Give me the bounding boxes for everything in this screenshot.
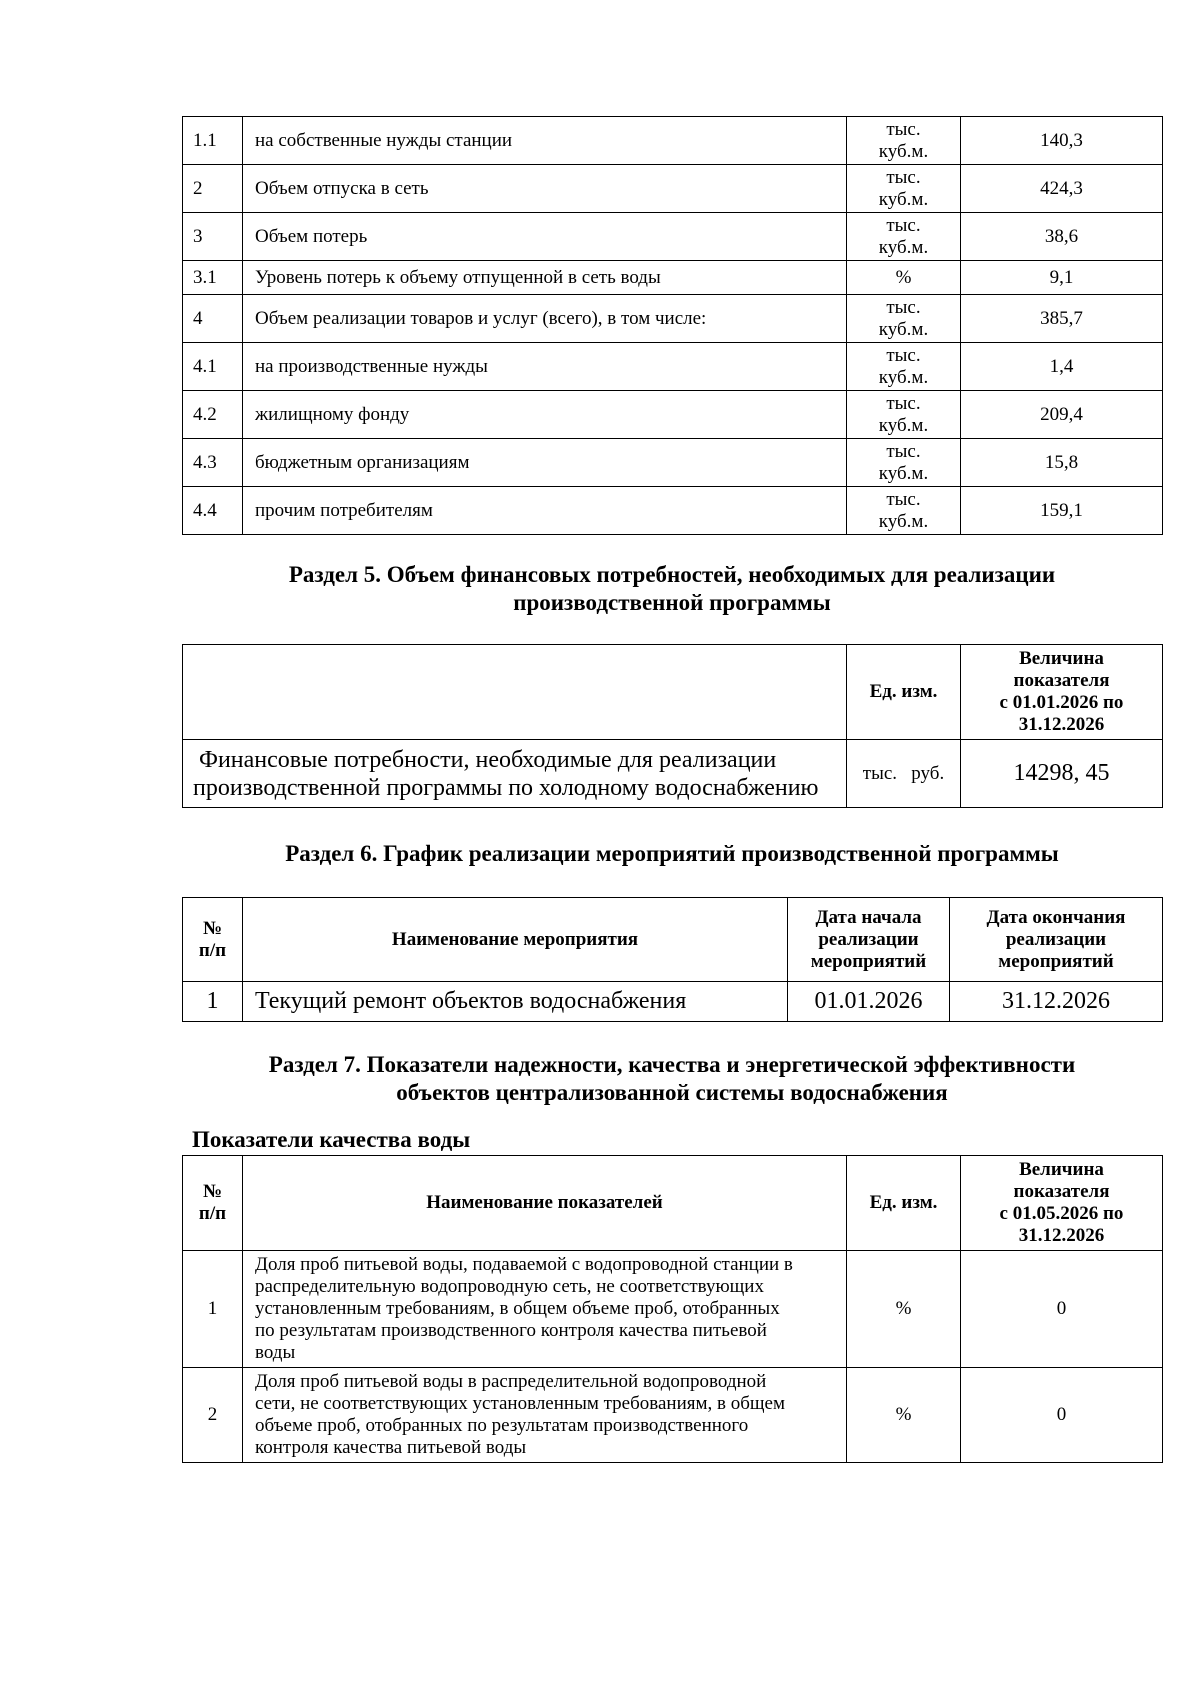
row-number: 4.2: [183, 391, 243, 439]
table-row: [183, 740, 1163, 808]
schedule-table-body: [183, 898, 1163, 1022]
row-number: 3: [183, 213, 243, 261]
header-name: Наименование мероприятия: [243, 898, 788, 982]
row-number: 1: [183, 982, 243, 1022]
finance-row-name-line2: производственной программы по холодному водоснабжению: [193, 774, 819, 801]
row-number: 2: [183, 1368, 243, 1463]
row-number: 4.3: [183, 439, 243, 487]
header-start-date: [788, 898, 950, 982]
unit-line-2: куб.м.: [878, 510, 929, 532]
row-unit: %: [847, 1368, 961, 1463]
table-row: [183, 165, 1163, 213]
section7-heading: [182, 1051, 1162, 1107]
header-value-line1: Величина: [1019, 648, 1104, 669]
finance-row-name-line1: Финансовые потребности, необходимые для реализации: [199, 746, 777, 773]
row-name-line: по результатам производственного контроля качества питьевой: [255, 1320, 767, 1341]
row-name: Объем реализации товаров и услуг (всего), в том числе:: [243, 295, 847, 343]
unit-line-2: куб.м.: [878, 366, 929, 388]
row-value: 9,1: [961, 261, 1163, 295]
row-name: на собственные нужды станции: [243, 117, 847, 165]
table-row: [183, 1368, 1163, 1463]
section5-heading-line1: Раздел 5. Объем финансовых потребностей, необходимых для реализации: [288, 562, 1056, 587]
unit-line-2: куб.м.: [878, 414, 929, 436]
unit-line-2: куб.м.: [878, 318, 929, 340]
row-name: Объем потерь: [243, 213, 847, 261]
quality-table-body: [183, 1156, 1163, 1463]
unit-line-2: куб.м.: [878, 188, 929, 210]
section5-heading-line2: производственной программы: [513, 590, 831, 615]
row-name: прочим потребителям: [243, 487, 847, 535]
row-name: на производственные нужды: [243, 343, 847, 391]
header-end-line2: реализации: [1005, 928, 1107, 950]
row-number: 1.1: [183, 117, 243, 165]
row-value: 424,3: [961, 165, 1163, 213]
row-unit: %: [847, 261, 961, 295]
header-end-date: [950, 898, 1163, 982]
row-value: 0: [961, 1251, 1163, 1368]
row-value: 15,8: [961, 439, 1163, 487]
header-value-line3: с 01.05.2026 по: [999, 1203, 1124, 1224]
finance-table: [182, 644, 1163, 808]
header-value-line2: показателя: [1013, 1181, 1110, 1202]
row-unit: [847, 439, 961, 487]
row-unit: %: [847, 1251, 961, 1368]
row-number: 1: [183, 1251, 243, 1368]
section7-heading-line2: объектов централизованной системы водоснабжения: [396, 1080, 948, 1105]
header-value-line3: с 01.01.2026 по: [999, 692, 1124, 713]
row-number: 4: [183, 295, 243, 343]
unit-line-1: тыс.: [886, 440, 921, 462]
table-header-row: [183, 898, 1163, 982]
header-number-line2: п/п: [198, 1203, 227, 1224]
row-number: 3.1: [183, 261, 243, 295]
row-name: [243, 1251, 847, 1368]
row-unit: [847, 117, 961, 165]
header-value: [961, 1156, 1163, 1251]
schedule-table: [182, 897, 1163, 1022]
row-name: Текущий ремонт объектов водоснабжения: [243, 982, 788, 1022]
row-number: 4.1: [183, 343, 243, 391]
row-name: бюджетным организациям: [243, 439, 847, 487]
table-header-row: [183, 1156, 1163, 1251]
row-value: 140,3: [961, 117, 1163, 165]
row-value: 38,6: [961, 213, 1163, 261]
header-number: [183, 898, 243, 982]
table-row: [183, 982, 1163, 1022]
row-number: 2: [183, 165, 243, 213]
table-row: [183, 295, 1163, 343]
table-row: [183, 439, 1163, 487]
row-end-date: 31.12.2026: [950, 982, 1163, 1022]
header-value-line4: 31.12.2026: [1018, 714, 1105, 735]
unit-line-2: куб.м.: [878, 140, 929, 162]
unit-line-1: тыс.: [886, 214, 921, 236]
row-name-line: контроля качества питьевой воды: [255, 1437, 527, 1458]
table-row: [183, 343, 1163, 391]
unit-line-1: тыс.: [886, 118, 921, 140]
row-value: 209,4: [961, 391, 1163, 439]
row-name-line: воды: [255, 1342, 296, 1363]
header-unit: Ед. изм.: [847, 645, 961, 740]
row-name: жилищному фонду: [243, 391, 847, 439]
header-empty-cell: [183, 645, 847, 740]
finance-row-value: 14298, 45: [961, 740, 1163, 808]
table-header-row: [183, 645, 1163, 740]
row-name: [243, 1368, 847, 1463]
unit-line-1: тыс.: [886, 296, 921, 318]
header-end-line1: Дата окончания: [986, 906, 1126, 928]
header-number: [183, 1156, 243, 1251]
unit-line-1: тыс.: [886, 488, 921, 510]
row-name-line: установленным требованиям, в общем объеме проб, отобранных: [255, 1298, 780, 1319]
row-value: 0: [961, 1368, 1163, 1463]
unit-line-1: тыс.: [886, 392, 921, 414]
header-value-line1: Величина: [1019, 1159, 1104, 1180]
unit-line-2: куб.м.: [878, 236, 929, 258]
row-start-date: 01.01.2026: [788, 982, 950, 1022]
header-value-line4: 31.12.2026: [1018, 1225, 1105, 1246]
row-unit: [847, 391, 961, 439]
section6-heading: Раздел 6. График реализации мероприятий производственной программы: [285, 841, 1059, 866]
row-unit: [847, 213, 961, 261]
quality-table: [182, 1155, 1163, 1463]
table-row: [183, 1251, 1163, 1368]
row-name-line: распределительную водопроводную сеть, не соответствующих: [255, 1276, 764, 1297]
volumes-table-body: [183, 117, 1163, 535]
row-name: Объем отпуска в сеть: [243, 165, 847, 213]
table-row: [183, 261, 1163, 295]
table-row: [183, 213, 1163, 261]
row-name-line: Доля проб питьевой воды в распределительной водопроводной: [255, 1371, 767, 1392]
row-value: 385,7: [961, 295, 1163, 343]
finance-row-name: [183, 740, 847, 808]
header-name: Наименование показателей: [243, 1156, 847, 1251]
table-row: [183, 487, 1163, 535]
row-name-line: Доля проб питьевой воды, подаваемой с водопроводной станции в: [255, 1254, 793, 1275]
header-value-line2: показателя: [1013, 670, 1110, 691]
row-unit: [847, 487, 961, 535]
unit-line-1: тыс.: [886, 166, 921, 188]
row-value: 159,1: [961, 487, 1163, 535]
finance-table-body: [183, 645, 1163, 808]
section7-heading-line1: Раздел 7. Показатели надежности, качества и энергетической эффективности: [268, 1052, 1076, 1077]
header-unit: Ед. изм.: [847, 1156, 961, 1251]
header-number-line1: №: [202, 917, 223, 939]
row-number: 4.4: [183, 487, 243, 535]
header-end-line3: мероприятий: [998, 950, 1114, 972]
section5-heading: [182, 561, 1162, 617]
header-value: [961, 645, 1163, 740]
header-number-line2: п/п: [198, 939, 227, 961]
unit-line-2: куб.м.: [878, 462, 929, 484]
header-start-line2: реализации: [818, 928, 919, 950]
table-row: [183, 117, 1163, 165]
row-name-line: сети, не соответствующих установленным требованиям, в общем: [255, 1393, 785, 1414]
row-name-line: объеме проб, отобранных по результатам производственного: [255, 1415, 749, 1436]
row-unit: [847, 343, 961, 391]
row-unit: [847, 295, 961, 343]
row-name: Уровень потерь к объему отпущенной в сеть воды: [243, 261, 847, 295]
finance-row-unit: тыс. руб.: [847, 740, 961, 808]
row-value: 1,4: [961, 343, 1163, 391]
section7-subheading: Показатели качества воды: [192, 1127, 471, 1152]
unit-line-1: тыс.: [886, 344, 921, 366]
table-row: [183, 391, 1163, 439]
header-start-line1: Дата начала: [815, 906, 922, 928]
volumes-table: [182, 116, 1163, 535]
header-number-line1: №: [202, 1181, 223, 1202]
row-unit: [847, 165, 961, 213]
header-start-line3: мероприятий: [810, 950, 927, 972]
